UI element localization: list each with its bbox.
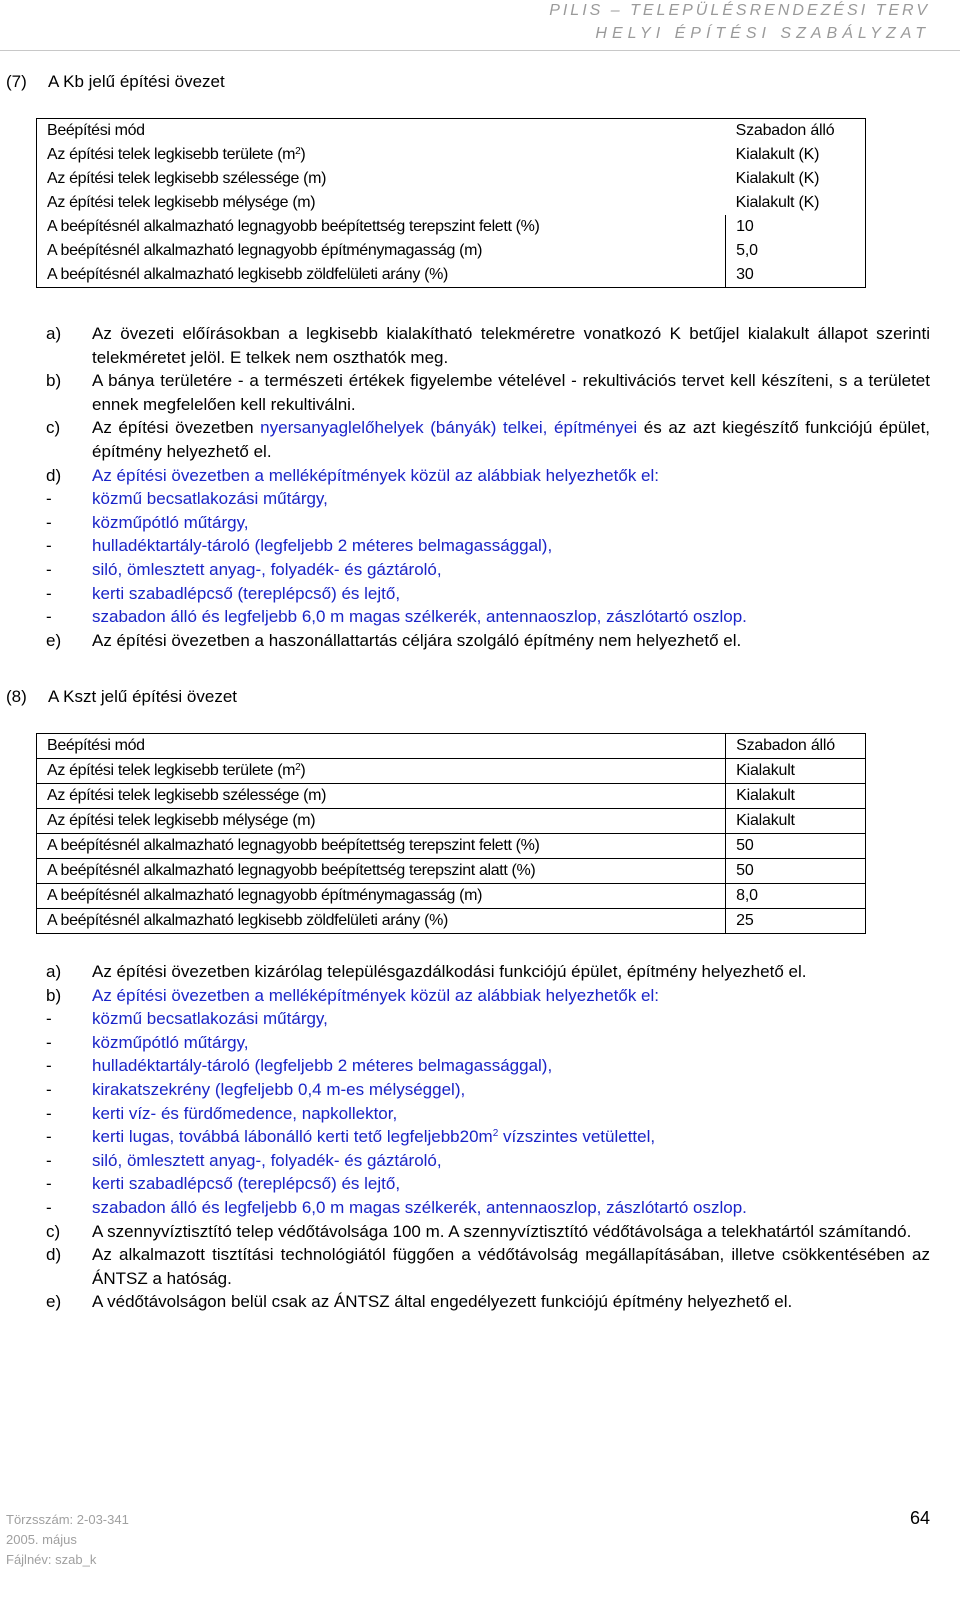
section-heading: A Kb jelű építési övezet — [48, 72, 225, 91]
header-title: PILIS – TELEPÜLÉSRENDEZÉSI TERV — [549, 2, 930, 19]
document-footer — [6, 1510, 129, 1570]
sub-list-item: - szabadon álló és legfeljebb 6,0 m magas szélkerék, antennaoszlop, zászlótartó oszlop. — [46, 607, 747, 627]
section-heading: A Kszt jelű építési övezet — [48, 687, 237, 706]
header-subtitle: HELYI ÉPÍTÉSI SZABÁLYZAT — [595, 25, 930, 42]
document-header — [549, 0, 930, 44]
sub-list-item: - kerti lugas, továbbá lábonálló kerti tető $legfeljebb20m^2$ vízszintes vetülettel, — [46, 1127, 656, 1147]
list-item: d) Az építési övezetben a melléképítmények közül az alábbiak helyezhetők el: — [46, 465, 659, 485]
list-item: c) Az építési övezetben nyersanyaglelőhelyek (bányák) telkei, építményei és az azt kiegészítő funkciójú épület, építmény helyezhető el. — [46, 418, 931, 461]
list-item: c) A szennyvíztisztító telep védőtávolsága 100 m. A szennyvíztisztító védőtávolsága a telekhatártól számítandó. — [46, 1221, 912, 1241]
sub-list-item: - közműpótló műtárgy, — [46, 1032, 249, 1052]
section-8-items — [46, 960, 930, 1314]
page-number: 64 — [909, 1508, 930, 1528]
list-item: a) Az építési övezetben kizárólag településgazdálkodási funkciójú épület, építmény helyezhető el. — [46, 962, 807, 981]
table-row: Az építési telek legkisebb mélysége (m) Kialakult — [37, 809, 866, 834]
sub-list-item: - kirakatszekrény (legfeljebb 0,4 m-es mélységgel), — [46, 1079, 466, 1099]
table-row: A beépítésnél alkalmazható legnagyobb építménymagasság (m) 8,0 — [37, 884, 866, 909]
section-7-title — [6, 72, 225, 92]
list-item: b) A bánya területére - a természeti értékek figyelembe vételével - rekultivációs tervet kell készíteni, s a területet ennek megfelelően kell rekultiválni. — [46, 371, 930, 414]
table-row: A beépítésnél alkalmazható legnagyobb beépítettség terepszint felett (%) 10 — [37, 215, 866, 239]
table-row: A beépítésnél alkalmazható legkisebb zöldfelületi arány (%) 25 — [37, 909, 866, 934]
list-item: a) Az övezeti előírásokban a legkisebb kialakítható telekméretre vonatkozó K betűjel kialakult állapot szerinti telekméretet jelöl. E telkek nem oszthatók meg. — [46, 324, 930, 367]
sub-list-item: - hulladéktartály-tároló (legfeljebb 2 méteres belmagassággal), — [46, 536, 553, 556]
sub-list-item: - közműpótló műtárgy, — [46, 512, 249, 532]
footer-date: 2005. május — [6, 1532, 77, 1547]
list-item: d) Az alkalmazott tisztítási technológiától függően a védőtávolság megállapításában, illetve csökkentésében az ÁNTSZ a hatóság. — [46, 1245, 930, 1288]
table-row: Az építési telek legkisebb területe $(m^2)$ Kialakult (K) — [37, 143, 866, 167]
table-row: Az építési telek legkisebb területe $(m^2)$ Kialakult — [37, 759, 866, 784]
table-row: Az építési telek legkisebb szélessége (m) Kialakult — [37, 784, 866, 809]
footer-filename: Fájlnév: szab_k — [6, 1552, 97, 1567]
list-item: b) Az építési övezetben a melléképítmények közül az alábbiak helyezhetők el: — [46, 985, 659, 1005]
sub-list-item: - kerti víz- és fürdőmedence, napkollektor, — [46, 1103, 398, 1123]
list-item: e) A védőtávolságon belül csak az ÁNTSZ által engedélyezett funkciójú építmény helyezhető el. — [46, 1292, 793, 1312]
table-row: A beépítésnél alkalmazható legnagyobb építménymagasság (m) 5,0 — [37, 239, 866, 263]
footer-registry-number: Törzsszám: 2-03-341 — [6, 1512, 129, 1527]
table-row: Az építési telek legkisebb szélessége (m) Kialakult (K) — [37, 167, 866, 191]
sub-list-item: - kerti szabadlépcső (tereplépcső) és lejtő, — [46, 583, 401, 603]
table-row: Beépítési mód Szabadon álló — [37, 119, 866, 144]
section-number: (8) — [6, 687, 27, 706]
section-8-table — [36, 733, 866, 934]
sub-list-item: - siló, ömlesztett anyag-, folyadék- és gáztároló, — [46, 1150, 442, 1170]
sub-list-item: - kerti szabadlépcső (tereplépcső) és lejtő, — [46, 1174, 401, 1194]
sub-list-item: - hulladéktartály-tároló (legfeljebb 2 méteres belmagassággal), — [46, 1056, 553, 1076]
sub-list-item: - szabadon álló és legfeljebb 6,0 m magas szélkerék, antennaoszlop, zászlótartó oszlop. — [46, 1197, 747, 1217]
header-divider — [0, 50, 960, 51]
sub-list-item: - közmű becsatlakozási műtárgy, — [46, 1009, 328, 1029]
table-row: Beépítési mód Szabadon álló — [37, 734, 866, 759]
sub-list-item: - siló, ömlesztett anyag-, folyadék- és gáztároló, — [46, 559, 442, 579]
section-number: (7) — [6, 72, 27, 91]
section-8-title — [6, 687, 237, 707]
list-item: e) Az építési övezetben a haszonállattartás céljára szolgáló építmény nem helyezhető el. — [46, 630, 742, 650]
section-7-table — [36, 118, 866, 288]
sub-list-item: - közmű becsatlakozási műtárgy, — [46, 489, 328, 509]
table-row: A beépítésnél alkalmazható legnagyobb beépítettség terepszint felett (%) 50 — [37, 834, 866, 859]
table-row: Az építési telek legkisebb mélysége (m) Kialakult (K) — [37, 191, 866, 215]
table-row: A beépítésnél alkalmazható legkisebb zöldfelületi arány (%) 30 — [37, 263, 866, 288]
section-7-items — [46, 322, 930, 652]
table-row: A beépítésnél alkalmazható legnagyobb beépítettség terepszint alatt (%) 50 — [37, 859, 866, 884]
